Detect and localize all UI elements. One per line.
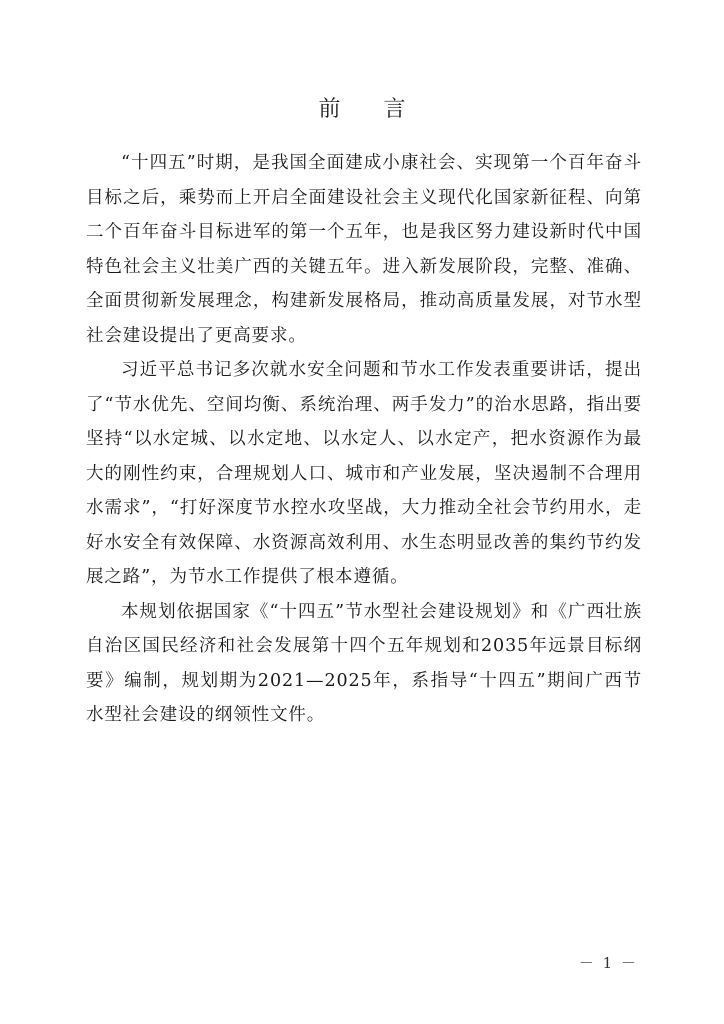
paragraph-1: “十四五”时期，是我国全面建成小康社会、实现第一个百年奋斗目标之后，乘势而上开启全面建设社会主义现代化国家新征程、向第二个百年奋斗目标进军的第一个五年，也是我区努力建设新时代中国特色社会主义壮美广西的关键五年。进入新发展阶段，完整、准确、全面贯彻新发展理念，构建新发展格局，推动高质量发展，对节水型社会建设提出了更高要求。 — [86, 153, 642, 346]
page-number: － 1 － — [578, 954, 638, 972]
page-title: 前 言 — [318, 97, 424, 122]
document-body — [86, 146, 642, 733]
paragraph-2: 习近平总书记多次就水安全问题和节水工作发表重要讲话，提出了“节水优先、空间均衡、系统治理、两手发力”的治水思路，指出要坚持“以水定城、以水定地、以水定人、以水定产，把水资源作为最大的刚性约束，合理规划人口、城市和产业发展，坚决遏制不合理用水需求”，“打好深度节水控水攻坚战，大力推动全社会节约用水，走好水安全有效保障、水资源高效利用、水生态明显改善的集约节约发展之路”，为节水工作提供了根本遵循。 — [86, 360, 642, 587]
paragraph-3: 本规划依据国家《“十四五”节水型社会建设规划》和《广西壮族自治区国民经济和社会发展第十四个五年规划和2035年远景目标纲要》编制，规划期为2021—2025年，系指导“十四五”期间广西节水型社会建设的纲领性文件。 — [86, 601, 642, 725]
